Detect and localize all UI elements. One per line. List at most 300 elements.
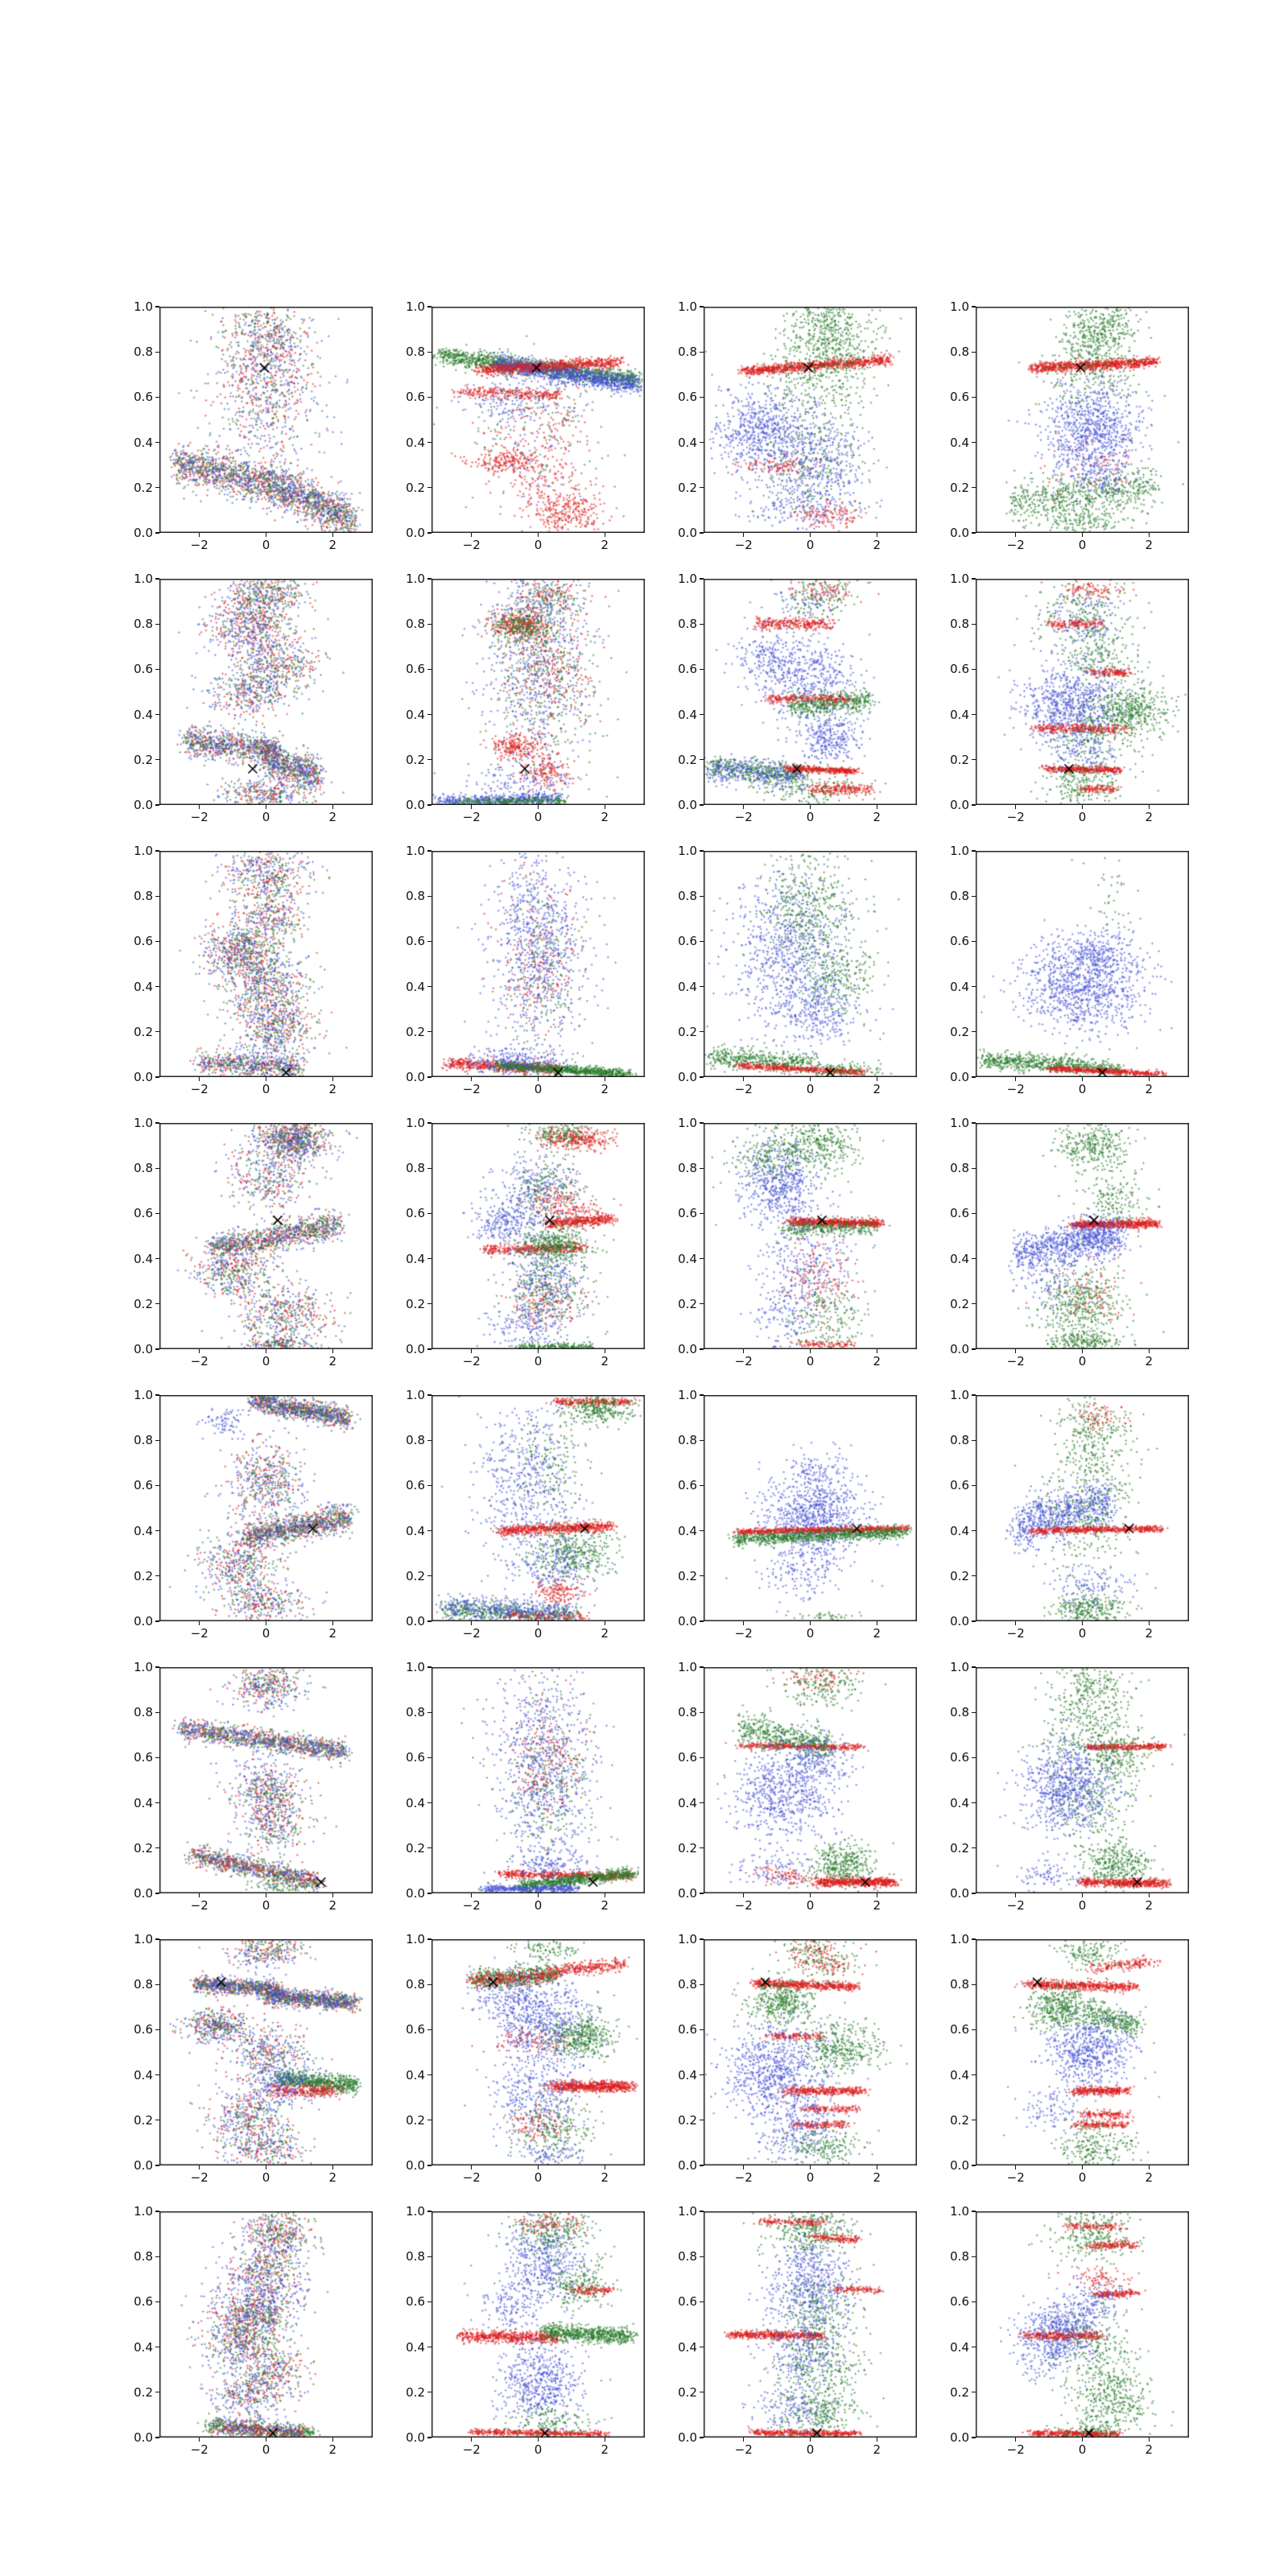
subplot-r7c2: [406, 1932, 645, 2185]
y-tick-mark: [700, 1757, 704, 1758]
y-tick-label: 0.0: [950, 526, 969, 540]
y-tick-label: 0.2: [678, 1568, 697, 1583]
y-tick-label: 0.2: [134, 2384, 153, 2400]
y-tick-mark: [155, 669, 159, 670]
y-tick-label: 1.0: [678, 2204, 697, 2219]
scatter-canvas: [976, 1667, 1189, 1893]
y-tick-label: 0.6: [134, 934, 153, 949]
x-tick-label: 0: [1078, 810, 1087, 824]
subplot-r6c4: [950, 1660, 1189, 1913]
y-tick-label: 0.4: [678, 1251, 697, 1266]
x-tick-label: −2: [734, 1626, 753, 1641]
x-tick-label: −2: [1006, 1626, 1025, 1641]
x-tick-label: 2: [1145, 1626, 1154, 1641]
subplot-r8c3: [678, 2204, 917, 2457]
y-tick-label: 0.6: [678, 934, 697, 949]
x-tick-mark: [471, 1893, 472, 1897]
y-tick-mark: [155, 714, 159, 715]
y-tick-mark: [427, 1984, 431, 1985]
x-tick-mark: [810, 2438, 811, 2442]
x-tick-label: −2: [734, 1354, 753, 1368]
y-tick-mark: [427, 1530, 431, 1531]
y-tick-mark: [972, 1076, 976, 1077]
y-tick-mark: [972, 1303, 976, 1304]
y-tick-mark: [427, 896, 431, 897]
subplot-r1c2: [406, 299, 645, 552]
y-tick-label: 0.2: [406, 2384, 425, 2400]
y-tick-mark: [155, 1394, 159, 1395]
y-tick-label: 1.0: [950, 299, 969, 314]
y-tick-mark: [972, 896, 976, 897]
x-tick-label: 0: [534, 1898, 543, 1913]
x-tick-label: −2: [1006, 2170, 1025, 2185]
subplot-r3c4: [950, 844, 1189, 1096]
y-tick-mark: [700, 1530, 704, 1531]
y-tick-label: 1.0: [678, 299, 697, 314]
scatter-canvas: [976, 1939, 1189, 2165]
scatter-canvas: [159, 1667, 373, 1893]
y-tick-mark: [155, 1440, 159, 1441]
x-tick-mark: [743, 1077, 744, 1081]
y-tick-label: 0.6: [134, 390, 153, 405]
x-tick-label: 2: [328, 1354, 337, 1368]
x-tick-label: 0: [262, 2170, 270, 2185]
y-tick-mark: [972, 1394, 976, 1395]
x-tick-label: 0: [262, 1898, 270, 1913]
scatter-canvas: [976, 307, 1189, 533]
y-tick-label: 0.4: [406, 2339, 425, 2355]
y-tick-mark: [155, 804, 159, 805]
y-tick-label: 1.0: [950, 572, 969, 586]
y-tick-mark: [972, 1712, 976, 1713]
y-tick-mark: [972, 2437, 976, 2438]
y-tick-label: 0.8: [678, 1433, 697, 1448]
y-tick-label: 1.0: [134, 1660, 153, 1674]
y-tick-mark: [972, 2029, 976, 2030]
x-tick-mark: [199, 2438, 200, 2442]
x-tick-mark: [199, 1893, 200, 1897]
y-tick-mark: [427, 1485, 431, 1486]
x-tick-mark: [743, 1349, 744, 1353]
y-tick-mark: [427, 442, 431, 443]
x-tick-mark: [538, 805, 539, 809]
x-tick-mark: [471, 1621, 472, 1625]
y-tick-label: 0.0: [134, 1614, 153, 1629]
x-tick-mark: [471, 1349, 472, 1353]
y-tick-label: 0.8: [678, 617, 697, 632]
scatter-canvas: [704, 851, 917, 1077]
y-tick-label: 1.0: [678, 572, 697, 586]
y-tick-label: 0.4: [950, 707, 969, 722]
y-tick-mark: [427, 1757, 431, 1758]
scatter-canvas: [159, 2211, 373, 2438]
subplot-r1c4: [950, 299, 1189, 552]
y-tick-label: 0.8: [950, 617, 969, 632]
scatter-canvas: [431, 1395, 645, 1621]
y-tick-label: 1.0: [406, 2204, 425, 2219]
x-tick-label: −2: [190, 810, 208, 824]
scatter-canvas: [159, 851, 373, 1077]
y-tick-mark: [155, 2301, 159, 2302]
x-tick-label: −2: [1006, 1082, 1025, 1096]
y-tick-mark: [427, 759, 431, 760]
x-tick-label: 2: [328, 1898, 337, 1913]
y-tick-label: 0.2: [678, 752, 697, 767]
x-tick-mark: [1015, 805, 1016, 809]
x-tick-mark: [810, 2165, 811, 2169]
x-tick-label: 0: [806, 810, 815, 824]
x-tick-mark: [1149, 1893, 1150, 1897]
y-tick-label: 0.0: [950, 1886, 969, 1901]
x-tick-mark: [743, 2438, 744, 2442]
y-tick-label: 0.4: [950, 979, 969, 994]
y-tick-mark: [700, 306, 704, 307]
y-tick-label: 0.2: [678, 2112, 697, 2128]
y-tick-mark: [427, 1666, 431, 1667]
y-tick-mark: [972, 442, 976, 443]
scatter-canvas: [431, 307, 645, 533]
y-tick-mark: [155, 2437, 159, 2438]
y-tick-label: 0.4: [950, 1251, 969, 1266]
y-tick-mark: [972, 487, 976, 488]
y-tick-label: 0.6: [406, 662, 425, 677]
y-tick-mark: [427, 1213, 431, 1214]
y-tick-mark: [155, 1122, 159, 1123]
x-tick-label: −2: [462, 2170, 481, 2185]
scatter-canvas: [704, 307, 917, 533]
x-tick-label: 2: [873, 1626, 881, 1641]
x-tick-label: 0: [1078, 1082, 1087, 1096]
y-tick-mark: [700, 1076, 704, 1077]
y-tick-label: 1.0: [950, 1660, 969, 1674]
x-tick-label: 2: [328, 1626, 337, 1641]
x-tick-label: 2: [873, 1898, 881, 1913]
y-tick-label: 0.0: [678, 1070, 697, 1084]
x-tick-mark: [332, 2165, 333, 2169]
y-tick-label: 0.8: [134, 617, 153, 632]
y-tick-label: 0.8: [406, 1161, 425, 1176]
x-tick-mark: [199, 2165, 200, 2169]
y-tick-mark: [427, 714, 431, 715]
y-tick-mark: [155, 532, 159, 533]
x-tick-label: 0: [806, 1898, 815, 1913]
y-tick-mark: [155, 1348, 159, 1349]
y-tick-mark: [972, 306, 976, 307]
y-tick-mark: [700, 1213, 704, 1214]
y-tick-label: 0.8: [678, 889, 697, 904]
y-tick-mark: [972, 1666, 976, 1667]
y-tick-label: 0.6: [950, 2022, 969, 2037]
x-tick-label: −2: [734, 538, 753, 552]
y-tick-label: 0.2: [678, 1296, 697, 1311]
y-tick-mark: [972, 2074, 976, 2075]
y-tick-label: 0.6: [950, 934, 969, 949]
x-tick-label: −2: [462, 1082, 481, 1096]
y-tick-label: 1.0: [134, 1388, 153, 1402]
x-tick-label: 2: [601, 2170, 609, 2185]
y-tick-label: 0.6: [950, 2294, 969, 2310]
y-tick-label: 0.2: [134, 1840, 153, 1856]
figure-grid: [134, 299, 1189, 2457]
y-tick-mark: [427, 306, 431, 307]
y-tick-label: 0.4: [406, 2067, 425, 2083]
scatter-canvas: [976, 1123, 1189, 1349]
x-tick-label: 2: [1145, 538, 1154, 552]
y-tick-label: 0.4: [678, 1795, 697, 1810]
y-tick-mark: [155, 1530, 159, 1531]
y-tick-mark: [155, 1938, 159, 1939]
y-tick-label: 0.4: [950, 435, 969, 450]
y-tick-label: 0.6: [950, 662, 969, 677]
y-tick-label: 1.0: [950, 1116, 969, 1130]
x-tick-mark: [1082, 1893, 1083, 1897]
x-tick-label: 0: [806, 2442, 815, 2457]
y-tick-mark: [427, 2256, 431, 2257]
subplot-r6c2: [406, 1660, 645, 1913]
y-tick-label: 0.2: [406, 1296, 425, 1311]
y-tick-label: 0.8: [950, 2249, 969, 2264]
y-tick-mark: [700, 759, 704, 760]
y-tick-label: 0.6: [678, 390, 697, 405]
x-tick-label: 2: [328, 1082, 337, 1096]
x-tick-mark: [1015, 2438, 1016, 2442]
y-tick-mark: [427, 1847, 431, 1848]
y-tick-label: 1.0: [134, 299, 153, 314]
y-tick-label: 0.0: [406, 1070, 425, 1084]
y-tick-mark: [972, 352, 976, 353]
x-tick-mark: [743, 2165, 744, 2169]
y-tick-label: 0.0: [950, 1342, 969, 1356]
y-tick-label: 1.0: [950, 844, 969, 858]
x-tick-mark: [1149, 2165, 1150, 2169]
y-tick-mark: [155, 1031, 159, 1032]
y-tick-label: 0.4: [678, 707, 697, 722]
y-tick-mark: [972, 1031, 976, 1032]
x-tick-label: 2: [1145, 1898, 1154, 1913]
y-tick-mark: [427, 1168, 431, 1169]
y-tick-mark: [700, 1122, 704, 1123]
subplot-r4c1: [134, 1116, 373, 1368]
x-tick-label: 0: [534, 538, 543, 552]
x-tick-mark: [810, 1893, 811, 1897]
x-tick-mark: [1082, 2165, 1083, 2169]
x-tick-label: 0: [262, 1082, 270, 1096]
y-tick-mark: [972, 941, 976, 942]
y-tick-mark: [427, 352, 431, 353]
x-tick-mark: [332, 533, 333, 537]
y-tick-mark: [972, 1440, 976, 1441]
subplot-r2c3: [678, 572, 917, 824]
subplot-r3c2: [406, 844, 645, 1096]
y-tick-label: 0.6: [406, 934, 425, 949]
y-tick-label: 1.0: [406, 1932, 425, 1946]
x-tick-label: 2: [1145, 2170, 1154, 2185]
y-tick-label: 0.8: [134, 1161, 153, 1176]
y-tick-label: 0.0: [950, 1070, 969, 1084]
y-tick-label: 0.4: [406, 1251, 425, 1266]
y-tick-mark: [972, 1348, 976, 1349]
y-tick-mark: [700, 941, 704, 942]
x-tick-label: 2: [1145, 1354, 1154, 1368]
y-tick-mark: [427, 1575, 431, 1576]
y-tick-mark: [427, 850, 431, 851]
x-tick-label: 0: [806, 1082, 815, 1096]
subplot-r2c4: [950, 572, 1189, 824]
y-tick-mark: [700, 896, 704, 897]
y-tick-mark: [155, 2074, 159, 2075]
x-tick-mark: [1015, 1349, 1016, 1353]
x-tick-mark: [538, 2438, 539, 2442]
x-tick-label: 2: [328, 2170, 337, 2185]
x-tick-label: 2: [328, 2442, 337, 2457]
y-tick-label: 1.0: [134, 572, 153, 586]
y-tick-mark: [700, 442, 704, 443]
y-tick-label: 0.8: [950, 1433, 969, 1448]
y-tick-mark: [155, 1620, 159, 1621]
y-tick-label: 0.2: [678, 480, 697, 495]
y-tick-label: 1.0: [950, 1932, 969, 1946]
y-tick-label: 0.6: [134, 1206, 153, 1221]
y-tick-mark: [427, 397, 431, 398]
x-tick-mark: [1149, 1349, 1150, 1353]
x-tick-mark: [810, 1077, 811, 1081]
y-tick-mark: [972, 759, 976, 760]
y-tick-label: 0.2: [134, 480, 153, 495]
y-tick-label: 0.0: [678, 1886, 697, 1901]
y-tick-label: 0.2: [134, 1024, 153, 1039]
subplot-r5c4: [950, 1388, 1189, 1641]
subplot-r2c2: [406, 572, 645, 824]
x-tick-label: 2: [601, 1082, 609, 1096]
y-tick-mark: [155, 1213, 159, 1214]
y-tick-label: 0.2: [134, 2112, 153, 2128]
scatter-canvas: [431, 1123, 645, 1349]
y-tick-label: 0.8: [134, 1433, 153, 1448]
subplot-r7c1: [134, 1932, 373, 2185]
y-tick-label: 0.8: [406, 1977, 425, 1992]
y-tick-mark: [155, 352, 159, 353]
y-tick-label: 0.8: [950, 345, 969, 360]
y-tick-label: 0.4: [134, 707, 153, 722]
x-tick-mark: [471, 533, 472, 537]
subplot-r7c4: [950, 1932, 1189, 2185]
y-tick-label: 0.0: [950, 2158, 969, 2173]
x-tick-mark: [538, 2165, 539, 2169]
y-tick-mark: [155, 1303, 159, 1304]
y-tick-mark: [972, 1485, 976, 1486]
y-tick-label: 0.0: [134, 1342, 153, 1356]
y-tick-label: 0.2: [950, 1024, 969, 1039]
y-tick-mark: [972, 1258, 976, 1259]
y-tick-label: 0.4: [134, 435, 153, 450]
y-tick-mark: [700, 714, 704, 715]
x-tick-label: 2: [601, 1626, 609, 1641]
y-tick-label: 0.2: [950, 1568, 969, 1583]
y-tick-mark: [700, 1712, 704, 1713]
scatter-canvas: [976, 851, 1189, 1077]
y-tick-label: 1.0: [678, 1660, 697, 1674]
y-tick-mark: [155, 1757, 159, 1758]
y-tick-label: 0.6: [406, 2294, 425, 2310]
x-tick-label: 0: [806, 538, 815, 552]
y-tick-mark: [700, 1348, 704, 1349]
scatter-canvas: [159, 579, 373, 805]
x-tick-label: −2: [734, 1082, 753, 1096]
x-tick-mark: [810, 805, 811, 809]
y-tick-mark: [155, 759, 159, 760]
scatter-canvas: [431, 1939, 645, 2165]
y-tick-mark: [700, 1168, 704, 1169]
y-tick-label: 0.8: [406, 1705, 425, 1720]
y-tick-mark: [700, 669, 704, 670]
y-tick-label: 0.6: [134, 2294, 153, 2310]
x-tick-label: −2: [1006, 1354, 1025, 1368]
x-tick-label: 0: [534, 1354, 543, 1368]
x-tick-mark: [1015, 2165, 1016, 2169]
x-tick-label: −2: [462, 538, 481, 552]
subplot-r7c3: [678, 1932, 917, 2185]
y-tick-label: 0.8: [950, 1161, 969, 1176]
y-tick-mark: [700, 804, 704, 805]
y-tick-label: 0.0: [134, 1886, 153, 1901]
y-tick-label: 0.8: [406, 889, 425, 904]
y-tick-mark: [972, 1984, 976, 1985]
y-tick-mark: [427, 1122, 431, 1123]
y-tick-label: 0.4: [406, 1795, 425, 1810]
scatter-canvas: [704, 579, 917, 805]
y-tick-mark: [155, 1802, 159, 1803]
y-tick-mark: [700, 2029, 704, 2030]
y-tick-mark: [427, 804, 431, 805]
x-tick-mark: [332, 2438, 333, 2442]
y-tick-mark: [155, 1847, 159, 1848]
x-tick-label: −2: [190, 1626, 208, 1641]
y-tick-mark: [972, 1938, 976, 1939]
y-tick-label: 0.6: [134, 1478, 153, 1493]
y-tick-mark: [155, 1258, 159, 1259]
x-tick-mark: [471, 805, 472, 809]
y-tick-label: 0.2: [678, 2384, 697, 2400]
y-tick-mark: [427, 1258, 431, 1259]
y-tick-mark: [972, 1847, 976, 1848]
y-tick-mark: [972, 986, 976, 987]
y-tick-label: 1.0: [406, 1388, 425, 1402]
x-tick-mark: [1015, 1893, 1016, 1897]
y-tick-label: 0.2: [950, 2384, 969, 2400]
y-tick-label: 0.6: [406, 390, 425, 405]
y-tick-mark: [155, 941, 159, 942]
scatter-canvas: [704, 1667, 917, 1893]
x-tick-mark: [1082, 1621, 1083, 1625]
x-tick-label: −2: [734, 810, 753, 824]
y-tick-label: 0.0: [950, 1614, 969, 1629]
y-tick-label: 0.4: [134, 1795, 153, 1810]
y-tick-mark: [700, 1303, 704, 1304]
y-tick-mark: [155, 1575, 159, 1576]
x-tick-label: 0: [1078, 1626, 1087, 1641]
x-tick-label: −2: [462, 1626, 481, 1641]
y-tick-mark: [972, 714, 976, 715]
y-tick-mark: [427, 487, 431, 488]
y-tick-label: 0.0: [406, 2430, 425, 2445]
y-tick-mark: [700, 352, 704, 353]
y-tick-label: 1.0: [134, 1932, 153, 1946]
y-tick-mark: [427, 1348, 431, 1349]
y-tick-mark: [972, 2301, 976, 2302]
x-tick-mark: [471, 2438, 472, 2442]
y-tick-label: 0.2: [134, 752, 153, 767]
subplot-r1c1: [134, 299, 373, 552]
